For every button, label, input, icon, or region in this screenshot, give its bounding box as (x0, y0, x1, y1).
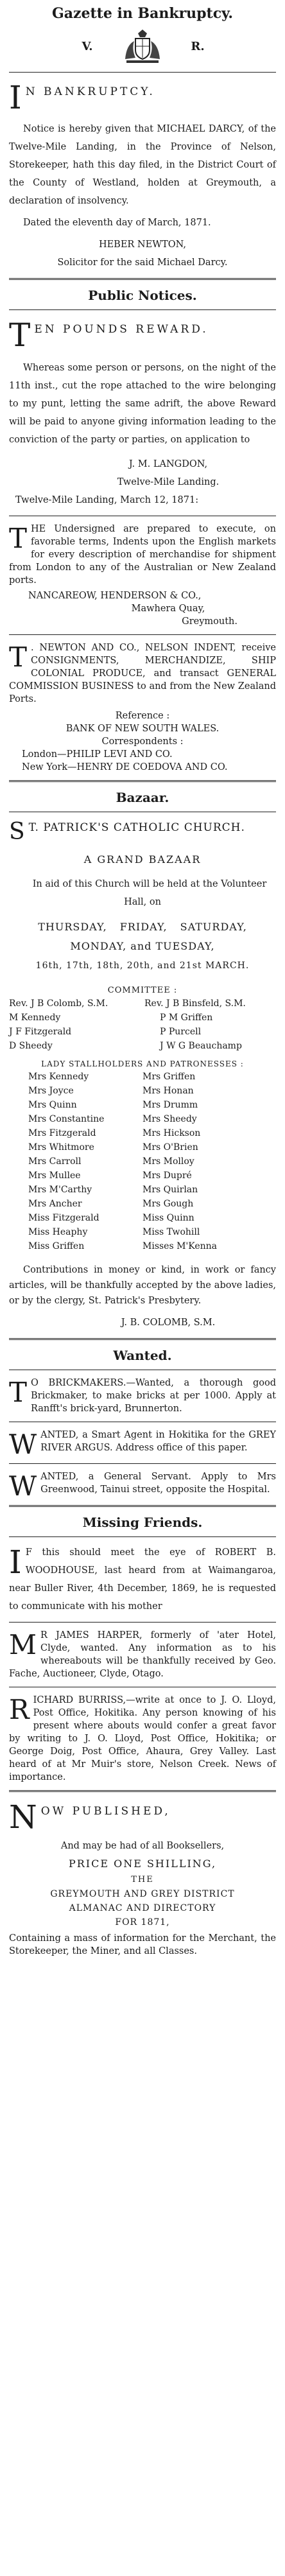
dropcap: T (9, 523, 28, 554)
patron-name: Mrs Carroll (28, 1156, 82, 1167)
bazaar-signer: J. B. COLOMB, S.M. (121, 1318, 216, 1328)
woodhouse-notice (9, 1544, 276, 1615)
patron-name: Mrs Hickson (142, 1128, 201, 1138)
divider (9, 1463, 276, 1464)
brickmaker-notice (9, 1377, 276, 1415)
crest-letter-left: V. (82, 39, 93, 53)
patron-name: Mrs Griffen (142, 1072, 196, 1082)
patron-name: Mrs Gough (142, 1199, 194, 1209)
newton-newyork: New York—HENRY DE COEDOVA AND CO. (22, 762, 228, 772)
patron-name: Miss Griffen (28, 1241, 85, 1251)
committee-member: P Purcell (160, 1027, 202, 1037)
patron-name: Miss Quinn (142, 1213, 194, 1223)
dropcap: W (9, 1429, 37, 1460)
patron-name: Mrs Kennedy (28, 1072, 89, 1082)
reward-notice (9, 317, 276, 354)
servant-text: ANTED, a General Servant. Apply to Mrs Greenwood, Tainui street, opposite the Hospital. (40, 1472, 276, 1495)
patron-name: Miss Fitzgerald (28, 1213, 99, 1223)
patrons-label: LADY STALLHOLDERS AND PATRONESSES : (41, 1059, 244, 1068)
harper-text: R JAMES HARPER, formerly of 'ater Hotel, Clyde, wanted. Any information as to his whereabouts will be thankfully received by Geo. Fache, Auctioneer, Clyde, Otago. (9, 1630, 276, 1679)
reward-signer-place: Twelve-Mile Landing. (117, 477, 220, 487)
divider (9, 278, 276, 280)
dropcap: T (9, 1377, 28, 1408)
divider (9, 780, 276, 782)
published-notice (9, 1798, 276, 1836)
wanted-section (9, 1348, 276, 1502)
committee-label: COMMITTEE : (107, 986, 178, 995)
patron-name: Mrs Constantine (28, 1114, 105, 1124)
reward-signer: J. M. LANGDON, (128, 459, 208, 469)
bankruptcy-text: Notice is hereby given that MICHAEL DARCY, of the Twelve-Mile Landing, in the Province of Nelson, Storekeeper, hath this day filed, in the District Court of the County of Westland, holden at Greymouth, a declaration of insolvency. (9, 124, 276, 206)
patron-name: Mrs O'Brien (142, 1142, 198, 1153)
wanted-heading: Wanted. (113, 1348, 172, 1363)
burriss-notice (9, 1694, 276, 1784)
dropcap: R (9, 1694, 30, 1725)
bazaar-church-name: T. PATRICK'S CATHOLIC CHURCH. (28, 821, 245, 834)
committee-member: D Sheedy (9, 1041, 53, 1051)
patron-name: Miss Twohill (142, 1227, 200, 1237)
divider (9, 1505, 276, 1507)
committee-member: M Kennedy (9, 1013, 61, 1023)
bazaar-days-line2: MONDAY, and TUESDAY, (70, 940, 215, 952)
committee-member: Rev. J B Colomb, S.M. (9, 998, 108, 1009)
published-the: THE (131, 1875, 154, 1884)
royal-crest-row (9, 27, 276, 65)
agent-notice (9, 1429, 276, 1460)
reward-text: Whereas some person or persons, on the night of the 11th inst., cut the rope attached to the wire belonging to my punt, letting the same adrift, the above Reward will be paid to anyone giving information leading to the conviction of the party or parties, on application to (9, 363, 276, 445)
published-title1: GREYMOUTH AND GREY DISTRICT (50, 1889, 235, 1899)
dropcap: I (9, 79, 22, 116)
indent-text: HE Undersigned are prepared to execute, on favorable terms, Indents upon the English markets for every description of merchandise for shipment from London to any of the Australian or New Zealand ports. (9, 524, 276, 586)
published-booksellers: And may be had of all Booksellers, (60, 1841, 225, 1851)
indent-notice (9, 523, 276, 587)
divider (9, 1536, 276, 1537)
dropcap: I (9, 1544, 22, 1581)
bankruptcy-dated: Dated the eleventh day of March, 1871. (23, 218, 211, 228)
servant-notice (9, 1470, 276, 1502)
divider (9, 309, 276, 310)
patron-name: Mrs Molloy (142, 1156, 194, 1167)
indent-signer: NANCAREOW, HENDERSON & CO., (28, 591, 202, 601)
bazaar-church (9, 819, 276, 845)
patron-name: Mrs Fitzgerald (28, 1128, 96, 1138)
patron-name: Mrs Joyce (28, 1086, 74, 1096)
bazaar-grand: A GRAND BAZAAR (83, 853, 202, 866)
committee-list (9, 996, 276, 1053)
divider (9, 72, 276, 73)
patrons-list (9, 1070, 276, 1253)
bazaar-contributions: Contributions in money or kind, in work or fancy articles, will be thankfully accepted by the above ladies, or by the clergy, St. Patrick's Presbytery. (9, 1265, 276, 1306)
bazaar-heading: Bazaar. (116, 790, 169, 805)
bazaar-dates: 16th, 17th, 18th, 20th, and 21st MARCH. (35, 961, 250, 971)
burriss-text: ICHARD BURRISS,—write at once to J. O. Lloyd, Post Office, Hokitika. Any person knowing of his present where abouts would confer a great favor by writing to J. O. Lloyd, Post Office, Hokitika; or George Doig, Post Office, Ahaura, Grey Valley. Last heard of at Mr Muir's store, Nelson Creek. News of importance. (9, 1695, 276, 1782)
patron-name: Mrs Quirlan (142, 1185, 198, 1195)
newton-text: . NEWTON AND CO., NELSON INDENT, receive CONSIGNMENTS, MERCHANDIZE, SHIP COLONIAL PRODUCE, and transact GENERAL COMMISSION BUSINESS to and from the New Zealand Ports. (9, 643, 276, 704)
gazette-section (9, 5, 276, 272)
newton-notice (9, 641, 276, 706)
patron-name: Mrs Mullee (28, 1171, 81, 1181)
public-notices-heading: Public Notices. (88, 288, 197, 303)
bazaar-section (9, 790, 276, 1332)
agent-text: ANTED, a Smart Agent in Hokitika for the GREY RIVER ARGUS. Address office of this paper. (40, 1430, 276, 1453)
published-containing: Containing a mass of information for the Merchant, the Storekeeper, the Miner, and all Classes. (9, 1933, 276, 1956)
patron-name: Mrs Dupré (142, 1171, 192, 1181)
patron-name: Mrs Sheedy (142, 1114, 197, 1124)
committee-member: Rev. J B Binsfeld, S.M. (144, 998, 246, 1009)
divider (9, 634, 276, 635)
committee-member: J F Fitzgerald (9, 1027, 72, 1037)
divider (9, 1790, 276, 1792)
reward-date: Twelve-Mile Landing, March 12, 1871: (15, 495, 199, 505)
patron-name: Mrs Whitmore (28, 1142, 94, 1153)
indent-signer-line2: Mawhera Quay, (131, 604, 205, 614)
committee-member: P M Griffen (160, 1013, 213, 1023)
missing-friends-section (9, 1515, 276, 1784)
public-notices-section (9, 288, 276, 774)
patron-name: Mrs M'Carthy (28, 1185, 92, 1195)
now-published-section (9, 1798, 276, 1958)
bankruptcy-signer: HEBER NEWTON, (98, 239, 187, 250)
published-title2: ALMANAC AND DIRECTORY (69, 1903, 216, 1913)
patron-name: Mrs Quinn (28, 1100, 77, 1110)
brickmaker-text: O BRICKMAKERS.—Wanted, a thorough good Brickmaker, to make bricks at per 1000. Apply at Ranfft's brick-yard, Brunnerton. (31, 1378, 276, 1414)
published-title3: FOR 1871, (115, 1917, 170, 1928)
newton-reference: BANK OF NEW SOUTH WALES. (65, 724, 220, 734)
indent-signer-line3: Greymouth. (182, 616, 238, 627)
committee-member: J W G Beauchamp (160, 1041, 242, 1051)
patron-name: Mrs Drumm (142, 1100, 198, 1110)
dropcap: N (9, 1798, 37, 1836)
newton-reference-label: Reference : (115, 711, 170, 721)
dropcap: W (9, 1470, 37, 1502)
patron-name: Mrs Honan (142, 1086, 194, 1096)
reward-heading: EN POUNDS REWARD. (34, 323, 209, 336)
newton-correspondents-label: Correspondents : (101, 736, 184, 747)
published-heading: OW PUBLISHED, (40, 1805, 171, 1818)
newton-london: London—PHILIP LEVI AND CO. (22, 749, 173, 760)
divider (9, 1622, 276, 1623)
divider (9, 1338, 276, 1340)
missing-friends-heading: Missing Friends. (82, 1515, 203, 1530)
crest-letter-right: R. (191, 39, 205, 53)
dropcap: T (9, 641, 28, 673)
patron-name: Mrs Ancher (28, 1199, 82, 1209)
patron-name: Miss Heaphy (28, 1227, 88, 1237)
dropcap: S (9, 819, 25, 845)
woodhouse-text: F this should meet the eye of ROBERT B. WOODHOUSE, last heard from at Waimangaroa, near Buller River, 4th December, 1869, he is requested to communicate with his mother (9, 1547, 276, 1612)
dropcap: M (9, 1629, 37, 1660)
bankruptcy-heading: N BANKRUPTCY. (25, 85, 155, 98)
bazaar-aid: In aid of this Church will be held at the Volunteer Hall, on (32, 879, 267, 907)
gazette-title: Gazette in Bankruptcy. (51, 5, 234, 22)
bankruptcy-notice (9, 79, 276, 116)
bazaar-days-line1: THURSDAY, FRIDAY, SATURDAY, (38, 921, 247, 933)
dropcap: T (9, 317, 31, 354)
bankruptcy-signer-role: Solicitor for the said Michael Darcy. (57, 257, 228, 268)
patron-name: Misses M'Kenna (142, 1241, 218, 1251)
royal-coat-of-arms-icon (120, 27, 165, 65)
published-price: PRICE ONE SHILLING, (68, 1858, 217, 1870)
harper-notice (9, 1629, 276, 1680)
